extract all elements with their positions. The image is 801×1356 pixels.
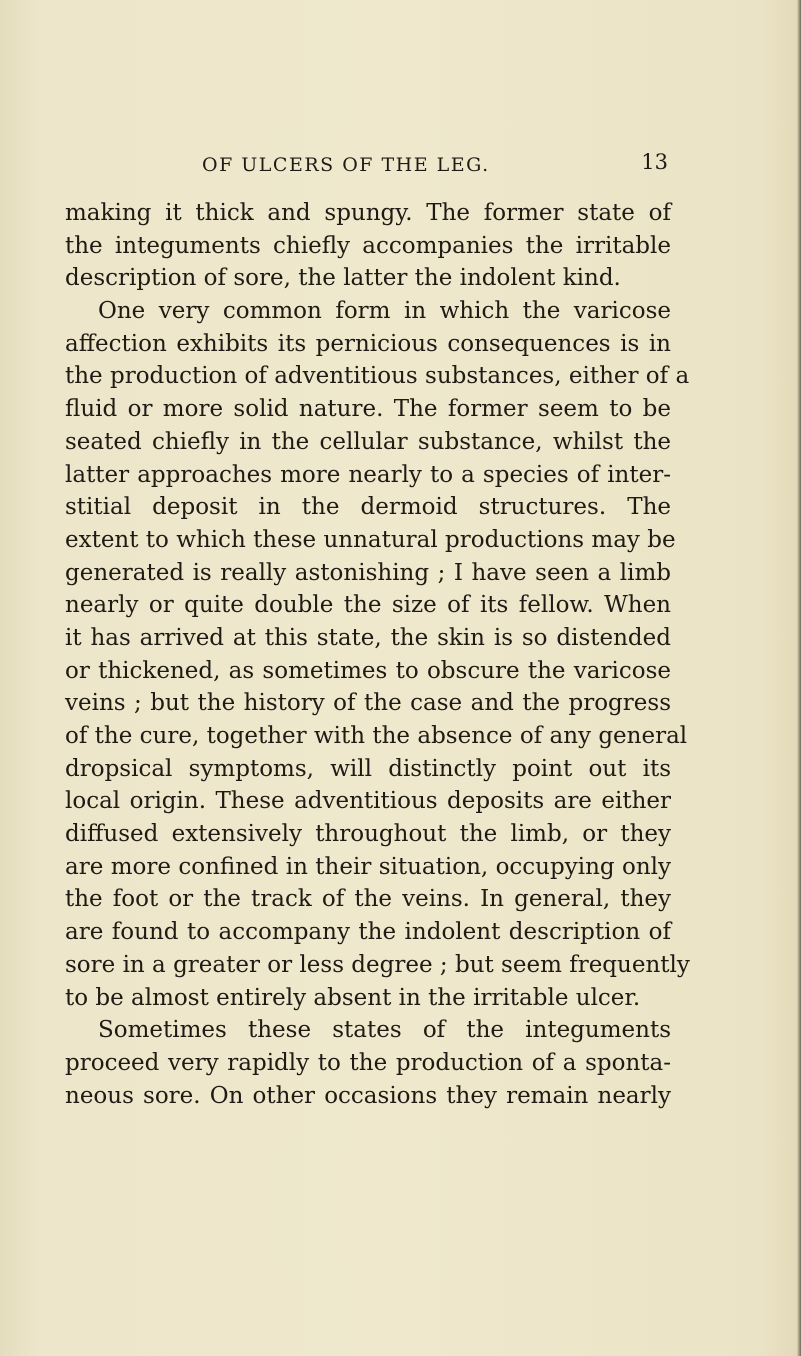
text-line: to be almost entirely absent in the irritable ulcer. (65, 984, 641, 1011)
text-line: nearly or quite double the size of its fellow. When (65, 592, 671, 619)
text-line: affection exhibits its pernicious consequences is in (65, 330, 671, 357)
page-number: 13 (641, 150, 668, 174)
text-line: are found to accompany the indolent description of (65, 919, 671, 946)
body-text (65, 197, 690, 1112)
text-line: of the cure, together with the absence of any general (65, 723, 688, 749)
text-line: making it thick and spungy. The former state of (65, 200, 671, 226)
text-line: are more confined in their situation, occupying only (65, 853, 671, 880)
text-line: generated is really astonishing ; I have seen a limb (65, 559, 671, 586)
text-line: extent to which these unnatural productions may be (65, 526, 676, 553)
text-line: proceed very rapidly to the production of a sponta- (65, 1049, 671, 1076)
text-line: Sometimes these states of the integuments (98, 1017, 671, 1044)
text-line: the integuments chiefly accompanies the irritable (65, 232, 671, 259)
text-line: seated chiefly in the cellular substance, whilst the (65, 428, 671, 455)
text-line: One very common form in which the varicose (98, 298, 671, 325)
text-line: description of sore, the latter the indolent kind. (65, 265, 621, 292)
text-line: stitial deposit in the dermoid structures. The (65, 494, 671, 521)
text-line: veins ; but the history of the case and the progress (65, 690, 671, 717)
text-line: or thickened, as sometimes to obscure the varicose (65, 657, 671, 684)
text-line: sore in a greater or less degree ; but seem frequently (65, 951, 690, 978)
text-line: local origin. These adventitious deposits are either (65, 788, 671, 815)
text-line: fluid or more solid nature. The former seem to be (65, 396, 671, 423)
text-line: diffused extensively throughout the limb, or they (65, 821, 671, 848)
text-line: neous sore. On other occasions they remain nearly (65, 1082, 671, 1109)
text-line: dropsical symptoms, will distinctly point out its (65, 755, 671, 782)
text-line: latter approaches more nearly to a species of inter- (65, 461, 671, 488)
text-line: the production of adventitious substances, either of a (65, 363, 690, 390)
text-line: it has arrived at this state, the skin is so distended (65, 624, 671, 651)
running-head: OF ULCERS OF THE LEG. (202, 154, 490, 176)
page-edge-shadow (797, 0, 801, 1356)
text-line: the foot or the track of the veins. In general, they (65, 886, 671, 913)
